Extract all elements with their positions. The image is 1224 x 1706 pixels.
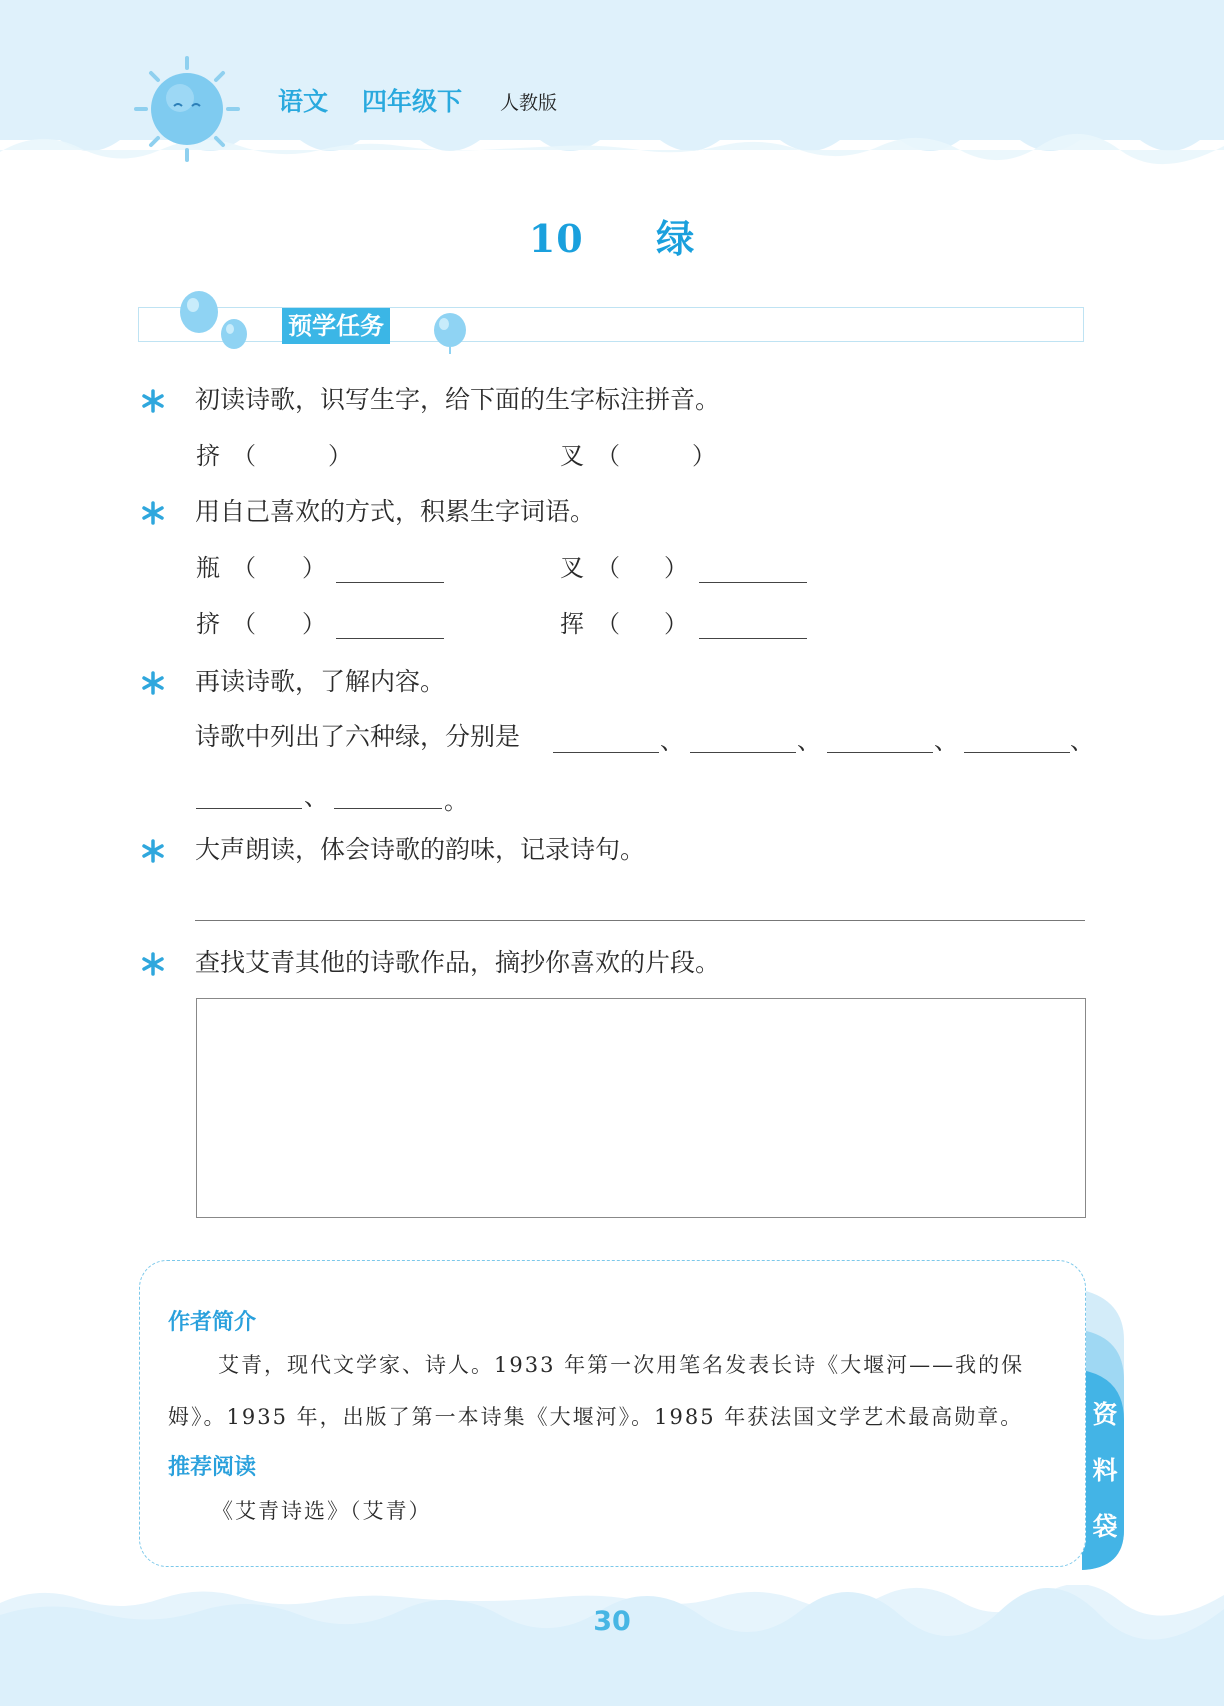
excerpt-answer-box[interactable] (196, 998, 1086, 1218)
author-heading: 作者简介 (168, 1310, 257, 1335)
answer-blank[interactable] (553, 752, 659, 753)
paren-close: ） (692, 442, 716, 470)
tab-char: 料 (1092, 1456, 1118, 1485)
page-number: 30 (593, 1606, 631, 1637)
sun-mascot-icon (132, 54, 242, 164)
balloon-icon (178, 290, 254, 354)
answer-blank[interactable] (964, 752, 1070, 753)
answer-blank[interactable] (827, 752, 933, 753)
tab-char: 资 (1092, 1400, 1118, 1429)
paren-close: ） (302, 554, 326, 582)
paren-close: ） (328, 442, 352, 470)
paren-open: （ (596, 442, 620, 470)
separator: 、 (934, 727, 958, 755)
separator: 、 (660, 727, 684, 755)
asterisk-icon (140, 670, 166, 696)
header-edition: 人教版 (500, 92, 558, 114)
footer-band (0, 1585, 1224, 1706)
separator: 、 (304, 783, 328, 811)
reading-text: 《艾青诗选》（艾青） (212, 1499, 432, 1523)
word-blank[interactable] (336, 638, 444, 639)
lesson-name: 绿 (656, 216, 696, 261)
word-blank[interactable] (699, 638, 807, 639)
char-label: 叉 (560, 554, 584, 582)
task-1-text: 初读诗歌，识写生字，给下面的生字标注拼音。 (195, 385, 721, 414)
answer-blank[interactable] (690, 752, 796, 753)
asterisk-icon (140, 500, 166, 526)
word-blank[interactable] (699, 582, 807, 583)
header-subject: 语文 (278, 87, 329, 116)
paren-open: （ (232, 554, 256, 582)
char-label: 瓶 (196, 554, 220, 582)
lesson-number: 10 (528, 216, 584, 261)
poem-answer-line[interactable] (195, 920, 1085, 921)
paren-open: （ (596, 610, 620, 638)
task-3-prompt: 诗歌中列出了六种绿，分别是 (195, 722, 521, 751)
word-blank[interactable] (336, 582, 444, 583)
char-label: 挤 (196, 442, 220, 470)
asterisk-icon (140, 951, 166, 977)
author-line-1: 艾青，现代文学家、诗人。1933 年第一次用笔名发表长诗《大堰河——我的保 (218, 1353, 1025, 1377)
section-frame (138, 307, 1084, 342)
paren-close: ） (302, 610, 326, 638)
answer-blank[interactable] (334, 808, 442, 809)
answer-blank[interactable] (196, 808, 302, 809)
paren-close: ） (664, 554, 688, 582)
paren-close: ） (664, 610, 688, 638)
char-label: 叉 (560, 442, 584, 470)
balloon-icon (432, 312, 468, 354)
char-label: 挤 (196, 610, 220, 638)
task-4-text: 大声朗读，体会诗歌的韵味，记录诗句。 (195, 835, 646, 864)
header-grade: 四年级下 (362, 87, 463, 116)
reading-heading: 推荐阅读 (168, 1455, 257, 1480)
paren-open: （ (232, 610, 256, 638)
lesson-title (0, 208, 1224, 263)
author-line-2: 姆》。1935 年，出版了第一本诗集《大堰河》。1985 年获法国文学艺术最高勋章。 (168, 1405, 1024, 1429)
asterisk-icon (140, 838, 166, 864)
separator: 、 (1070, 727, 1094, 755)
section-label: 预学任务 (282, 308, 390, 344)
char-label: 挥 (560, 610, 584, 638)
period: 。 (444, 787, 468, 815)
paren-open: （ (596, 554, 620, 582)
tab-char: 袋 (1092, 1512, 1118, 1541)
task-2-text: 用自己喜欢的方式，积累生字词语。 (195, 497, 596, 526)
asterisk-icon (140, 388, 166, 414)
separator: 、 (797, 727, 821, 755)
task-3-text: 再读诗歌，了解内容。 (195, 667, 446, 696)
paren-open: （ (232, 442, 256, 470)
task-5-text: 查找艾青其他的诗歌作品，摘抄你喜欢的片段。 (195, 948, 721, 977)
